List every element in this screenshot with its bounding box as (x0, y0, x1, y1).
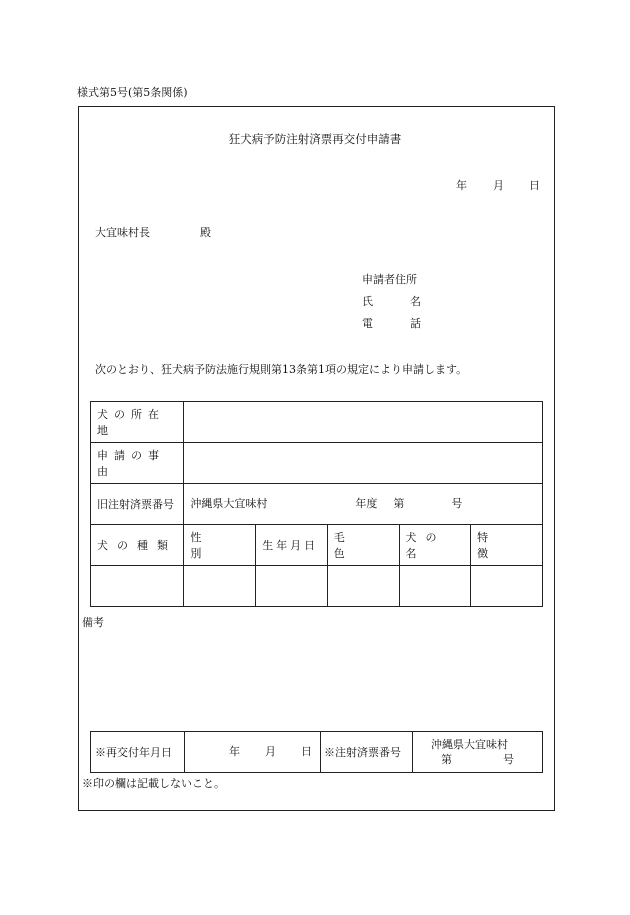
column-header (91, 525, 184, 566)
reissue-date-label: ※再交付年月日 (95, 746, 172, 759)
reason-label-text: 申請の事由 (97, 449, 165, 478)
office-use-table (90, 731, 543, 773)
old-tag-input[interactable] (184, 484, 543, 525)
dog-type-input[interactable] (91, 566, 184, 607)
applicant-phone-label-1: 電 (362, 317, 373, 330)
old-tag-label-cell (91, 484, 184, 525)
date-year: 年 (456, 179, 467, 192)
tag-number-label-cell (321, 732, 413, 773)
reason-label-cell (91, 443, 184, 484)
column-header (327, 525, 399, 566)
tag-number-prefix: 沖縄県大宜味村 (431, 738, 508, 751)
applicant-name-label-2: 名 (410, 295, 421, 308)
reissue-day: 日 (301, 745, 312, 758)
intro-text: 次のとおり、狂犬病予防法施行規則第13条第1項の規定により申請します。 (95, 363, 468, 376)
old-tag-fiscal-year: 年度 (355, 497, 378, 510)
column-header (184, 525, 256, 566)
column-coat-color: 毛色 (333, 531, 371, 560)
table-row (91, 566, 543, 607)
old-tag-dai: 第 (393, 497, 405, 510)
addressee: 大宜味村長 (95, 226, 150, 239)
location-label-text: 犬の所在地 (97, 408, 165, 437)
tag-number-label: ※注射済票番号 (324, 746, 401, 759)
applicant-name-label-1: 氏 (362, 295, 373, 308)
column-header (399, 525, 471, 566)
reissue-date-label-cell (91, 732, 185, 773)
location-label (91, 406, 183, 438)
column-dog-type: 犬の種類 (97, 539, 177, 552)
dog-name-input[interactable] (399, 566, 471, 607)
location-input[interactable] (184, 402, 543, 443)
remarks-label: 備考 (82, 616, 104, 629)
applicant-address-label: 申請者住所 (362, 273, 417, 286)
table-row (91, 732, 543, 773)
reissue-date-input[interactable] (185, 732, 321, 773)
location-label-cell (91, 402, 184, 443)
column-birthdate: 生年月日 (262, 539, 319, 552)
application-table (90, 401, 543, 607)
applicant-phone-label-2: 話 (410, 317, 421, 330)
footnote: ※印の欄は記載しないこと。 (82, 777, 225, 790)
honorific: 殿 (200, 226, 211, 239)
table-row (91, 484, 543, 525)
table-row (91, 402, 543, 443)
tag-number-input[interactable] (413, 732, 543, 773)
date-month: 月 (493, 179, 504, 192)
table-header-row (91, 525, 543, 566)
column-sex: 性別 (190, 531, 228, 560)
form-number: 様式第5号(第5条関係) (77, 86, 188, 99)
old-tag-go: 号 (451, 497, 463, 510)
form-title: 狂犬病予防注射済票再交付申請書 (228, 132, 402, 146)
sex-input[interactable] (184, 566, 256, 607)
table-row (91, 443, 543, 484)
tag-number-dai: 第 (441, 753, 452, 766)
column-header (471, 525, 543, 566)
old-tag-label-text: 旧注射済票番号 (97, 498, 174, 511)
birthdate-input[interactable] (256, 566, 328, 607)
reissue-year: 年 (229, 745, 240, 758)
reason-input[interactable] (184, 443, 543, 484)
features-input[interactable] (471, 566, 543, 607)
date-day: 日 (529, 179, 540, 192)
tag-number-go: 号 (503, 753, 514, 766)
column-header (256, 525, 328, 566)
column-features: 特徴 (477, 531, 515, 560)
coat-color-input[interactable] (327, 566, 399, 607)
column-dog-name: 犬の名 (405, 531, 446, 560)
reissue-month: 月 (265, 745, 276, 758)
old-tag-prefix: 沖縄県大宜味村 (190, 497, 268, 510)
